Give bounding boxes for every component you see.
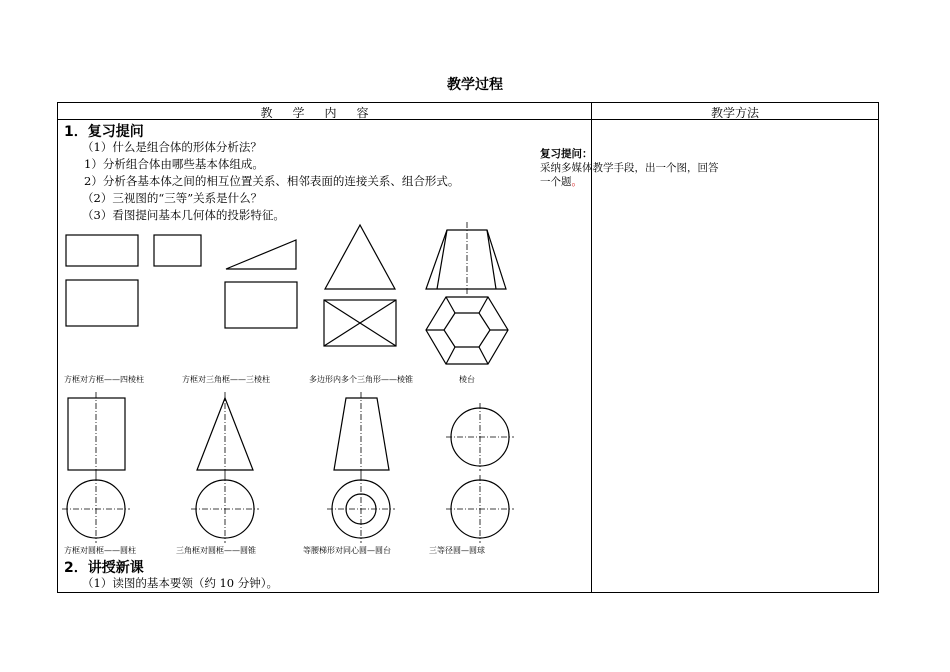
review-line-5: （3）看图提问基本几何体的投影特征。 bbox=[82, 208, 285, 222]
sphere-drawing bbox=[446, 403, 514, 543]
header-method: 教学方法 bbox=[710, 106, 759, 120]
pyramid-drawing bbox=[324, 225, 396, 346]
caption-pyramid: 多边形内多个三角形——棱锥 bbox=[309, 375, 413, 384]
review-line-4: （2）三视图的“三等”关系是什么？ bbox=[82, 191, 263, 205]
caption-tri-prism: 方框对三角框——三棱柱 bbox=[182, 375, 270, 384]
prism-tri-drawing bbox=[225, 240, 297, 328]
method-line-2 bbox=[540, 174, 582, 189]
cylinder-drawing bbox=[62, 392, 130, 543]
review-line-1: （1）什么是组合体的形体分析法？ bbox=[82, 140, 262, 154]
caption-cone: 三角框对圆框——圆锥 bbox=[176, 546, 256, 555]
method-line-2-end: 。 bbox=[571, 176, 582, 188]
caption-cylinder: 方框对圆框——圆柱 bbox=[64, 546, 136, 555]
header-content: 教学内容 bbox=[260, 106, 389, 120]
prism-quad-drawing bbox=[66, 235, 201, 326]
section-new-lesson: 2．讲授新课 bbox=[64, 560, 144, 576]
cone-drawing bbox=[191, 392, 259, 543]
new-lesson-line: （1）读图的基本要领（约 10 分钟）。 bbox=[82, 576, 279, 590]
caption-quad-prism: 方框对方框——四棱柱 bbox=[64, 375, 144, 384]
frustum-cone-drawing bbox=[327, 392, 395, 543]
method-line-1: 采纳多媒体教学手段，出一个图，回答 bbox=[540, 162, 719, 174]
caption-frustum-cone: 等腰梯形对同心圆—圆台 bbox=[303, 546, 391, 555]
review-line-2: 1）分析组合体由哪些基本体组成。 bbox=[84, 157, 264, 171]
method-line-2-text: 一个题 bbox=[540, 176, 572, 188]
caption-sphere: 三等径圆—圆球 bbox=[429, 546, 485, 555]
page-title: 教学过程 bbox=[447, 77, 503, 93]
frustum-pyramid-drawing bbox=[426, 222, 508, 364]
section-review: 1．复习提问 bbox=[64, 124, 144, 140]
review-line-3: 2）分析各基本体之间的相互位置关系、相邻表面的连接关系、组合形式。 bbox=[84, 174, 460, 188]
method-title: 复习提问： bbox=[540, 148, 593, 160]
caption-frustum-pyramid: 棱台 bbox=[459, 375, 475, 384]
